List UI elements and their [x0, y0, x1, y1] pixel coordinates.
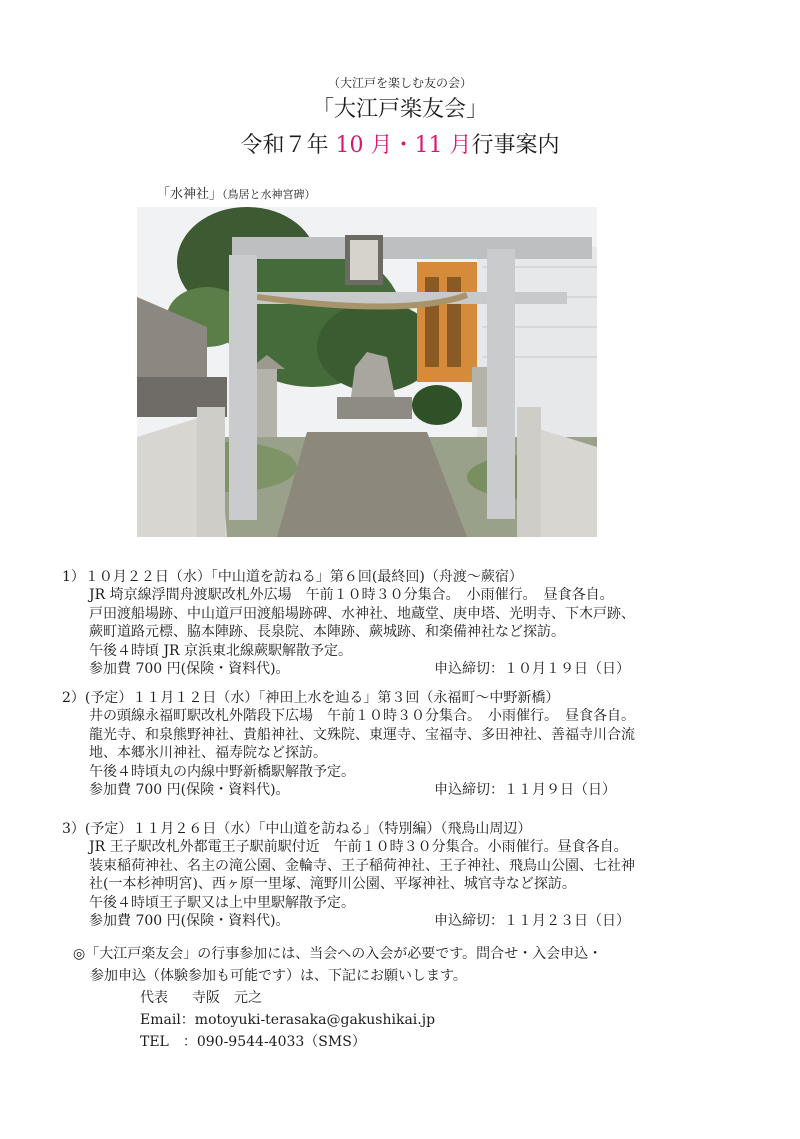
heading-month-november: 11 月	[414, 133, 472, 158]
photo-caption-main: 「水神社」	[157, 187, 223, 202]
event-item	[62, 568, 762, 678]
organization-subtitle: （大江戸を楽しむ友の会）	[327, 76, 472, 90]
event-dismissal: 午後４時頃丸の内線中野新橋駅解散予定。	[89, 763, 355, 780]
notice-line-2: 参加申込（体験参加も可能です）は、下記にお願いします。	[90, 968, 467, 984]
event-meeting-point: JR 埼京線浮間舟渡駅改札外広場 午前１０時３０分集合。 小雨催行。 昼食各自。	[89, 587, 614, 604]
event-item	[62, 689, 762, 799]
heading-prefix: 令和７年	[240, 133, 336, 158]
shrine-torii-photo	[137, 207, 597, 537]
representative-row	[62, 987, 602, 1009]
event-fee-row	[62, 912, 762, 930]
email-label: Email：	[140, 1012, 195, 1028]
organization-title: 「大江戸楽友会」	[311, 97, 488, 122]
event-fee: 参加費 700 円(保険・資料代)。	[89, 913, 290, 930]
event-dismissal: 午後４時頃 JR 京浜東北線蕨駅解散予定。	[89, 642, 353, 659]
event-fee-row	[62, 660, 762, 678]
event-deadline: 申込締切：１１月９日（日）	[434, 782, 616, 799]
email-row	[62, 1009, 602, 1031]
email-address[interactable]: motoyuki-terasaka@gakushikai.jp	[194, 1012, 436, 1028]
event-meeting-point: JR 王子駅改札外都電王子駅前駅付近 午前１０時３０分集合。小雨催行。昼食各自。	[89, 839, 628, 856]
event-places: 戸田渡船場跡、中山道戸田渡船場跡碑、水神社、地蔵堂、庚申塔、光明寺、下木戸跡、	[89, 605, 635, 622]
event-places-cont: 蕨町道路元標、脇本陣跡、長泉院、本陣跡、蕨城跡、和楽備神社など探訪。	[89, 624, 565, 641]
phone-row	[62, 1031, 602, 1053]
phone-label: TEL ：	[140, 1034, 197, 1050]
heading-month-october: 10 月	[335, 133, 393, 158]
event-dismissal: 午後４時頃王子駅又は上中里駅解散予定。	[89, 894, 355, 911]
representative-name: 寺阪 元之	[192, 990, 262, 1006]
event-item	[62, 820, 762, 930]
event-places-cont: 社(一本杉神明宮)、西ヶ原一里塚、滝野川公園、平塚神社、城官寺など探訪。	[89, 876, 576, 893]
photo-caption-sub: （鳥居と水神宮碑）	[222, 188, 316, 201]
photo-caption	[157, 183, 316, 202]
event-fee: 参加費 700 円(保険・資料代)。	[89, 661, 290, 678]
event-fee: 参加費 700 円(保険・資料代)。	[89, 782, 290, 799]
event-places: 龍光寺、和泉熊野神社、貴船神社、文殊院、東運寺、宝福寺、多田神社、善福寺川合流	[89, 726, 635, 743]
event-title: 1）１０月２２日（水）「中山道を訪ねる」第６回(最終回)（舟渡〜蕨宿）	[62, 569, 523, 585]
event-deadline: 申込締切：１１月２３日（日）	[434, 913, 630, 930]
notice-line-1: ◎「大江戸楽友会」の行事参加には、当会への入会が必要です。問合せ・入会申込・	[73, 946, 603, 962]
heading-separator: ・	[392, 133, 415, 158]
event-places-cont: 地、本郷氷川神社、福寿院など探訪。	[89, 745, 327, 762]
event-meeting-point: 井の頭線永福町駅改札外階段下広場 午前１０時３０分集合。 小雨催行。 昼食各自。	[89, 708, 635, 725]
page-heading	[0, 128, 800, 159]
event-title: 2）(予定）１１月１２日（水）「神田上水を辿る」第３回（永福町〜中野新橋）	[62, 690, 560, 706]
phone-number[interactable]: 090-9544-4033（SMS）	[196, 1034, 366, 1050]
event-fee-row	[62, 781, 762, 799]
event-deadline: 申込締切：１０月１９日（日）	[434, 661, 630, 678]
representative-label: 代表	[140, 990, 168, 1006]
membership-notice	[62, 943, 602, 1053]
event-title: 3）(予定）１１月２６日（水）「中山道を訪ねる」（特別編）（飛鳥山周辺）	[62, 821, 532, 837]
event-places: 装束稲荷神社、名主の滝公園、金輪寺、王子稲荷神社、王子神社、飛鳥山公園、七社神	[89, 857, 635, 874]
heading-suffix: 行事案内	[471, 133, 560, 158]
